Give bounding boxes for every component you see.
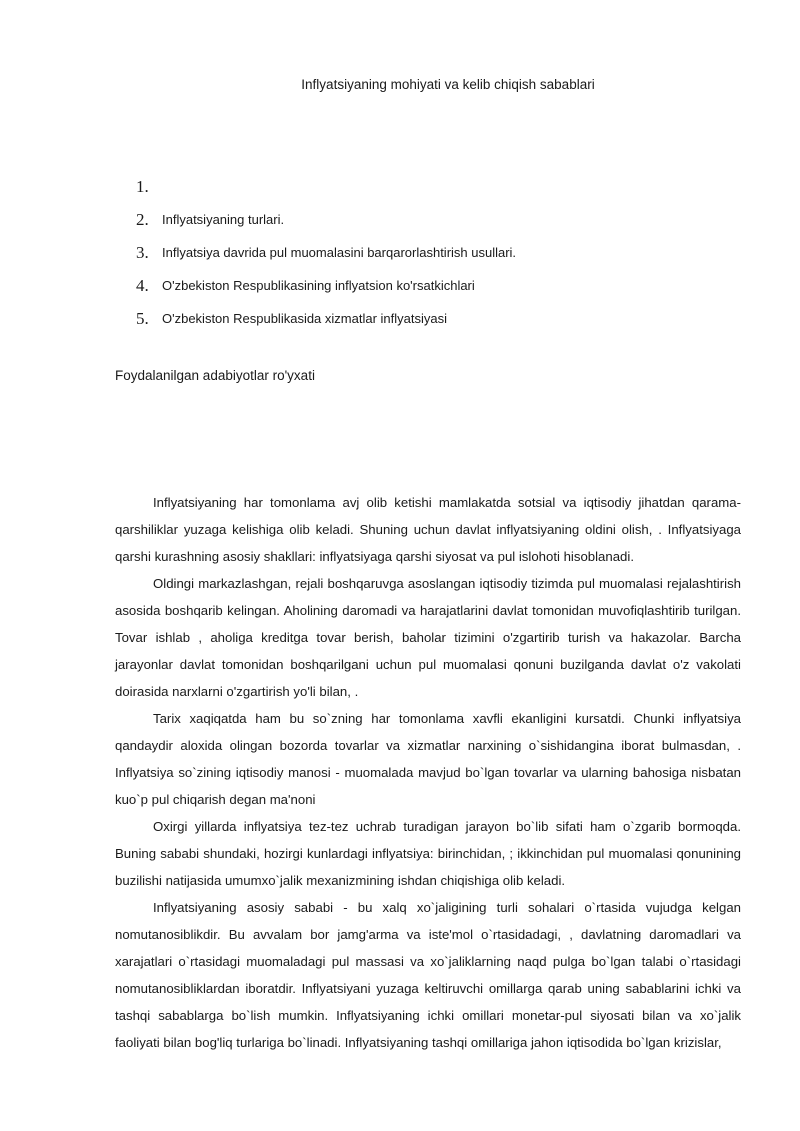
document-body	[115, 489, 741, 1056]
toc-item-text: Inflyatsiyaning turlari.	[162, 212, 285, 227]
toc-item	[136, 236, 516, 269]
body-paragraph: Inflyatsiyaning asosiy sababi - bu xalq xo`jaligining turli sohalari o`rtasida vujudga kelgan nomutanosiblikdir. Bu avvalam bor jamg'arma va iste'mol o`rtasidadagi, , davlatning daromadlari va xarajatlari o`rtasidagi muomaladagi pul massasi va xo`jaliklarning naqd pulga bo`lgan talabi o`rtasidagi nomutanosibliklardan iboratdir. Inflyatsiyani yuzaga keltiruvchi omillarga qarab uning sabablarini ichki va tashqi sabablarga bo`lish mumkin. Inflyatsiyaning ichki omillari monetar-pul siyosati bilan va xo`jalik faoliyati bilan bog'liq turlariga bo`linadi. Inflyatsiyaning tashqi omillariga jahon iqtisodida bo`lgan krizislar,	[115, 900, 741, 1050]
toc-item-text: Inflyatsiya davrida pul muomalasini barqarorlashtirish usullari.	[162, 245, 517, 260]
toc-item	[136, 269, 516, 302]
toc-item	[136, 302, 516, 335]
document-title: Inflyatsiyaning mohiyati va kelib chiqish sabablari	[301, 77, 595, 92]
body-paragraph: Tarix xaqiqatda ham bu so`zning har tomonlama xavfli ekanligini kursatdi. Chunki inflyatsiya qandaydir aloxida olingan bozorda tovarlar va xizmatlar narxining o`sishidangina iborat bulmasdan, . Inflyatsiya so`zining iqtisodiy manosi - muomalada mavjud bo`lgan tovarlar va ularning bahosiga nisbatan kuo`p pul chiqarish degan ma'noni	[115, 711, 741, 807]
toc-item-number: 2.	[136, 209, 149, 229]
toc-item-number: 3.	[136, 242, 149, 262]
table-of-contents	[136, 170, 516, 335]
toc-item-text: O'zbekiston Respublikasida xizmatlar inflyatsiyasi	[162, 311, 447, 326]
toc-item-number: 1.	[136, 176, 149, 196]
toc-item-number: 5.	[136, 308, 149, 328]
references-heading: Foydalanilgan adabiyotlar ro'yxati	[115, 368, 315, 383]
toc-item	[136, 170, 516, 203]
toc-item-text: O'zbekiston Respublikasining inflyatsion ko'rsatkichlari	[162, 278, 475, 293]
body-paragraph: Inflyatsiyaning har tomonlama avj olib ketishi mamlakatda sotsial va iqtisodiy jihatdan qarama-qarshiliklar yuzaga kelishiga olib keladi. Shuning uchun davlat inflyatsiyaning oldini olish, . Inflyatsiyaga qarshi kurashning asosiy shakllari: inflyatsiyaga qarshi siyosat va pul islohoti hisoblanadi.	[115, 495, 741, 564]
body-paragraph: Oldingi markazlashgan, rejali boshqaruvga asoslangan iqtisodiy tizimda pul muomalasi rejalashtirish asosida boshqarib kelingan. Aholining daromadi va harajatlarini davlat tomonidan muvofiqlashtirib turilgan. Tovar ishlab , aholiga kreditga tovar berish, baholar tizimini o'zgartirib turish va hakazolar. Barcha jarayonlar davlat tomonidan boshqarilgani uchun pul muomalasi qonuni buzilganda davlat o'z vakolati doirasida narxlarni o'zgartirish yo'li bilan, .	[115, 576, 741, 699]
body-paragraph: Oxirgi yillarda inflyatsiya tez-tez uchrab turadigan jarayon bo`lib sifati ham o`zgarib bormoqda. Buning sababi shundaki, hozirgi kunlardagi inflyatsiya: birinchidan, ; ikkinchidan pul muomalasi qonunining buzilishi natijasida umumxo`jalik mexanizmining ishdan chiqishiga olib keladi.	[115, 819, 741, 888]
toc-item-number: 4.	[136, 275, 149, 295]
toc-item	[136, 203, 516, 236]
